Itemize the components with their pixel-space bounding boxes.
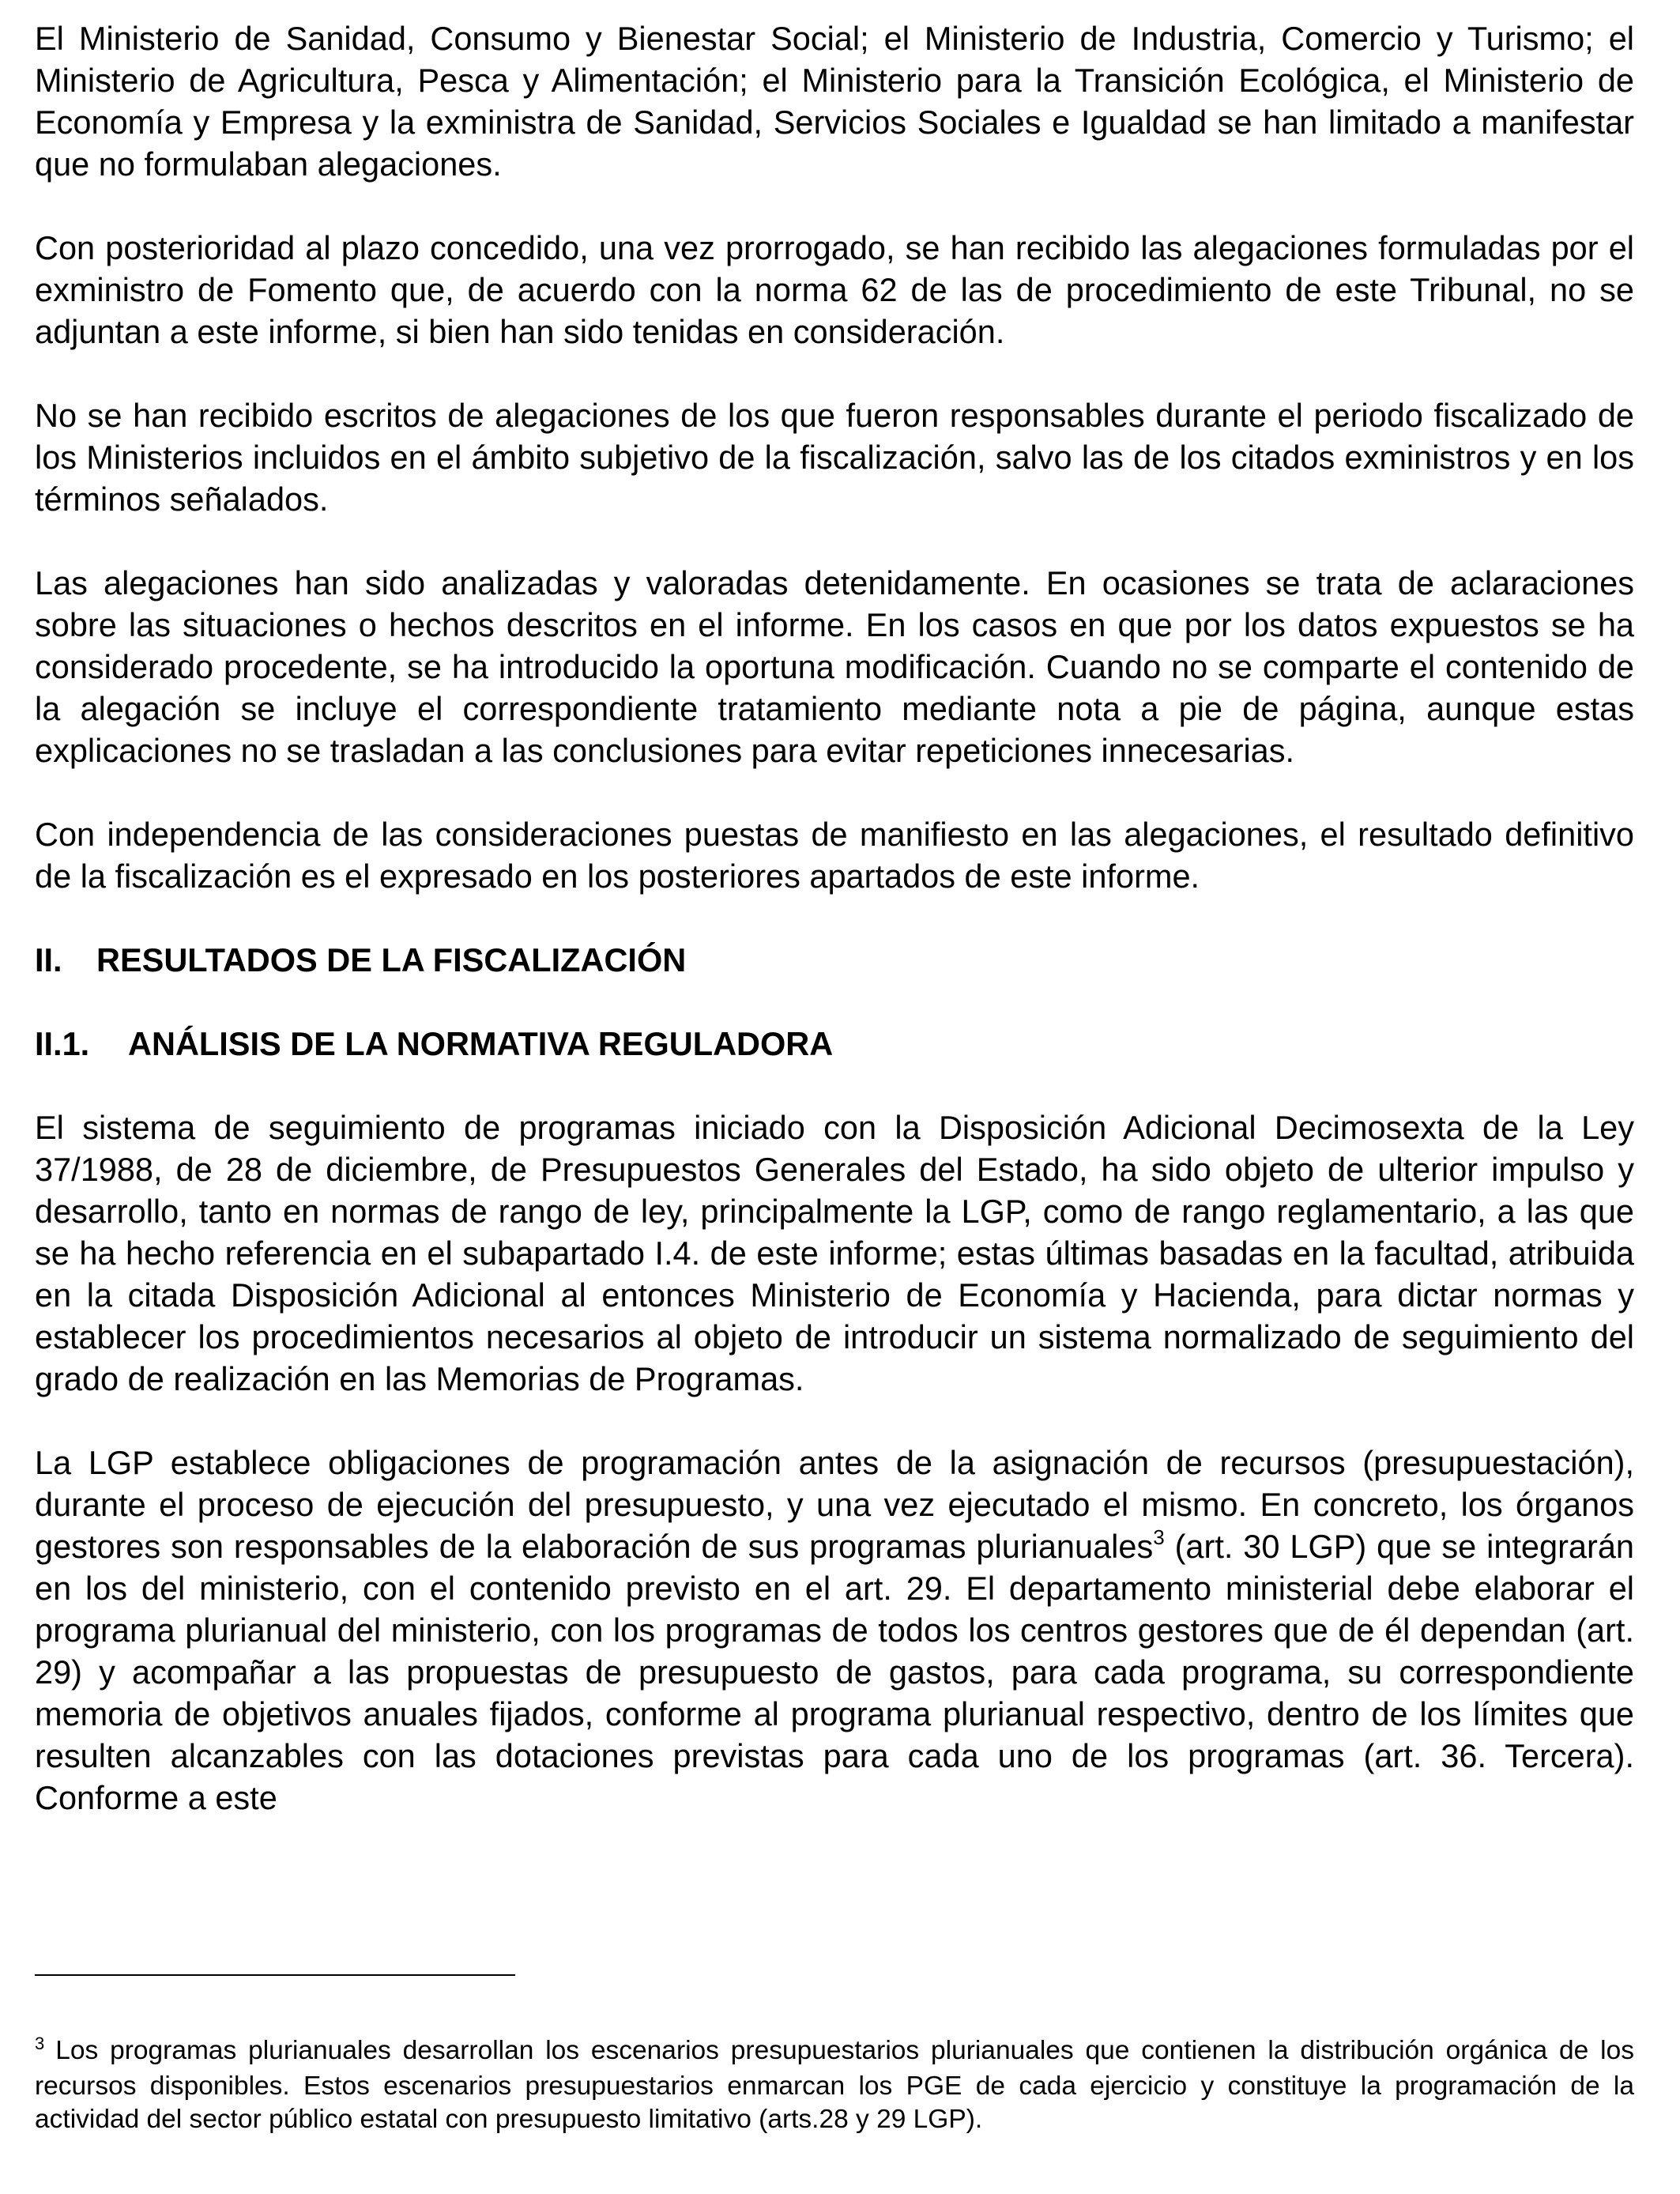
footnote: [35, 2034, 1634, 2136]
lgp-text-before-note: La LGP establece obligaciones de programación antes de la asignación de recursos (presupuestación), durante el proceso de ejecución del presupuesto, y una vez ejecutado el mismo. En concreto, los órganos gestores son responsables de la elaboración de sus programas plurianuales: [35, 1444, 1634, 1565]
paragraph-fomento-allegations: Con posterioridad al plazo concedido, una vez prorrogado, se han recibido las alegaciones formuladas por el exministro de Fomento que, de acuerdo con la norma 62 de las de procedimiento de este Tribunal, no se adjuntan a este informe, si bien han sido tenidas en consideración.: [35, 229, 1634, 350]
section-heading-title: RESULTADOS DE LA FISCALIZACIÓN: [96, 941, 687, 978]
subsection-heading-title: ANÁLISIS DE LA NORMATIVA REGULADORA: [128, 1025, 834, 1062]
paragraph-definitive-result: Con independencia de las consideraciones puestas de manifiesto en las alegaciones, el resultado definitivo de la fiscalización es el expresado en los posteriores apartados de este informe.: [35, 816, 1634, 895]
footnote-text: Los programas plurianuales desarrollan los escenarios presupuestarios plurianuales que contienen la distribución orgánica de los recursos disponibles. Estos escenarios presupuestarios enmarcan los PGE de cada ejercicio y constituye la programación de la actividad del sector público estatal con presupuesto limitativo (arts.28 y 29 LGP).: [35, 2036, 1634, 2134]
paragraph-allegations-analysis: Las alegaciones han sido analizadas y valoradas detenidamente. En ocasiones se trata de aclaraciones sobre las situaciones o hechos descritos en el informe. En los casos en que por los datos expuestos se ha considerado procedente, se ha introducido la oportuna modificación. Cuando no se comparte el contenido de la alegación se incluye el correspondiente tratamiento mediante nota a pie de página, aunque estas explicaciones no se trasladan a las conclusiones para evitar repeticiones innecesarias.: [35, 564, 1634, 769]
footnote-mark: 3: [35, 2034, 45, 2053]
subsection-heading-number: II.1.: [35, 1025, 90, 1062]
footnote-reference[interactable]: 3: [1153, 1525, 1165, 1550]
paragraph-ministries-no-allegations: El Ministerio de Sanidad, Consumo y Bienestar Social; el Ministerio de Industria, Comercio y Turismo; el Ministerio de Agricultura, Pesca y Alimentación; el Ministerio para la Transición Ecológica, el Ministerio de Economía y Empresa y la exministra de Sanidad, Servicios Sociales e Igualdad se han limitado a manifestar que no formulaban alegaciones.: [35, 20, 1634, 183]
paragraph-lgp-obligations: [35, 1442, 1634, 1819]
section-heading: [35, 939, 1634, 981]
footnote-separator: [35, 1974, 515, 1976]
paragraph-no-other-allegations: No se han recibido escritos de alegaciones de los que fueron responsables durante el periodo fiscalizado de los Ministerios incluidos en el ámbito subjetivo de la fiscalización, salvo las de los citados exministros y en los términos señalados.: [35, 397, 1634, 518]
subsection-heading: [35, 1023, 1634, 1065]
document-page: [35, 17, 1634, 1860]
section-heading-number: II.: [35, 941, 62, 978]
lgp-text-after-note: (art. 30 LGP) que se integrarán en los del ministerio, con el contenido previsto en el art. 29. El departamento ministerial debe elaborar el programa plurianual del ministerio, con los programas de todos los centros gestores que de él dependan (art. 29) y acompañar a las propuestas de presupuesto de gastos, para cada programa, su correspondiente memoria de objetivos anuales fijados, conforme al programa plurianual respectivo, dentro de los límites que resulten alcanzables con las dotaciones previstas para cada uno de los programas (art. 36. Tercera). Conforme a este: [35, 1528, 1634, 1816]
paragraph-program-monitoring-system: El sistema de seguimiento de programas iniciado con la Disposición Adicional Decimosexta de la Ley 37/1988, de 28 de diciembre, de Presupuestos Generales del Estado, ha sido objeto de ulterior impulso y desarrollo, tanto en normas de rango de ley, principalmente la LGP, como de rango reglamentario, a las que se ha hecho referencia en el subapartado I.4. de este informe; estas últimas basadas en la facultad, atribuida en la citada Disposición Adicional al entonces Ministerio de Economía y Hacienda, para dictar normas y establecer los procedimientos necesarios al objeto de introducir un sistema normalizado de seguimiento del grado de realización en las Memorias de Programas.: [35, 1109, 1634, 1397]
